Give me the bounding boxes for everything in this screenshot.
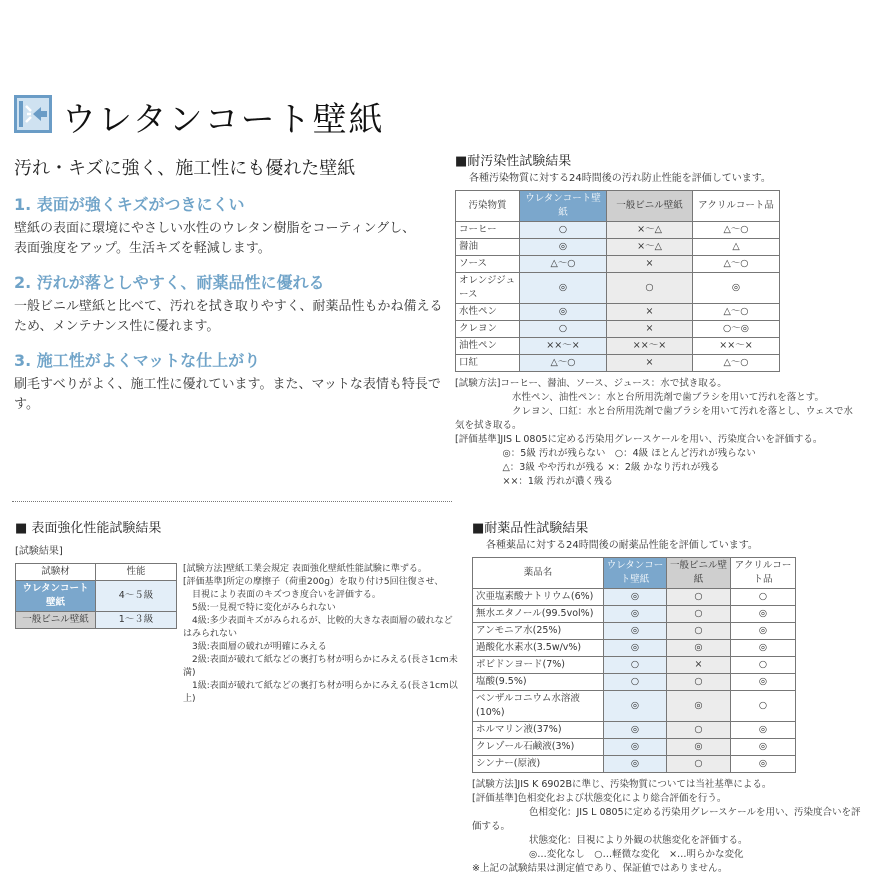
table-cell: ○ [731, 657, 796, 674]
row-label: 過酸化水素水(3.5w/v%) [473, 640, 604, 657]
table-cell: ○ [520, 321, 607, 338]
table-cell: ◎ [731, 674, 796, 691]
chem-notes: [試験方法]JIS K 6902Bに準じ、汚染物質については当社基準による。 [評価基準]色相変化および状態変化により総合評価を行う。 色相変化：JIS L 0805に定める汚染用グレースケールを用い、汚染度合いを評価する。 状態変化：目視により外観の状態変化を評価する。 ◎…変化なし ○…軽微な変化 ×…明らかな変化 ※上記の試験結果は測定値であり、保証値ではありません。 [472, 779, 861, 872]
row-label: 水性ペン [456, 304, 520, 321]
table-cell: ××～× [607, 338, 693, 355]
page-subtitle: 汚れ・キズに強く、施工性にも優れた壁紙 [14, 158, 356, 179]
bottom-row [0, 520, 872, 872]
row-label: ホルマリン液(37%) [473, 722, 604, 739]
page-title: ウレタンコート壁紙 [62, 100, 385, 140]
chem-table [472, 557, 796, 773]
table-cell: ××～× [520, 338, 607, 355]
feature-1-text-1: 壁紙の表面に環境にやさしい水性のウレタン樹脂をコーティングし、 [14, 221, 416, 236]
column-header: ウレタンコート壁紙 [520, 191, 607, 222]
column-header: 一般ビニル壁紙 [667, 558, 731, 589]
row-label: 次亜塩素酸ナトリウム(6%) [473, 589, 604, 606]
table-cell: ○ [607, 273, 693, 304]
feature-2-text-2: ため、メンテナンス性に優れます。 [14, 319, 220, 334]
table-row [456, 355, 780, 372]
table-cell: ○ [604, 674, 667, 691]
table-row [456, 304, 780, 321]
table-cell: ◎ [520, 304, 607, 321]
row-label: コーヒー [456, 222, 520, 239]
table-row [456, 321, 780, 338]
chem-section [472, 520, 867, 872]
row-label: ポビドンヨード(7%) [473, 657, 604, 674]
urethane-coat-logo-icon [14, 95, 52, 133]
surface-table [15, 563, 177, 629]
table-cell: ◎ [604, 722, 667, 739]
table-cell: ◎ [604, 606, 667, 623]
table-cell: × [667, 657, 731, 674]
features-column [14, 153, 444, 415]
row-label: 醤油 [456, 239, 520, 256]
table-row [473, 640, 796, 657]
table-cell: ◎ [731, 756, 796, 773]
row-label: 口紅 [456, 355, 520, 372]
table-row [16, 581, 177, 612]
table-header-row [473, 558, 796, 589]
surface-body [15, 563, 460, 706]
table-cell: ◎ [693, 273, 780, 304]
row-label: クレヨン [456, 321, 520, 338]
table-cell: ○ [731, 691, 796, 722]
table-cell: ○ [731, 589, 796, 606]
surface-notes: [試験方法]壁紙工業会規定 表面強化壁紙性能試験に準ずる。 [評価基準]所定の摩擦子（荷重200g）を取り付け5回往復させ、 目視により表面のキズつき度合いを評価する。 5級:一見視で特に変化がみられない 4級:多少表面キズがみられるが、比較的大きな表面層の破れなどはみられない 3級:表面層の破れが明確にみえる 2級:表面が破れて紙などの裏打ち材が明らかにみえる(長さ1cm未満) 1級:表面が破れて紙などの裏打ち材が明らかにみえる(長さ1cm以上) [183, 564, 458, 704]
table-row [473, 739, 796, 756]
table-cell: ◎ [731, 739, 796, 756]
table-cell: ○ [667, 606, 731, 623]
table-cell: △～○ [693, 222, 780, 239]
stain-notes: [試験方法]コーヒー、醤油、ソース、ジュース：水で拭き取る。 水性ペン、油性ペン：水と台所用洗剤で歯ブラシを用いて汚れを落とす。 クレヨン、口紅：水と台所用洗剤で歯ブラシを用いて汚れを落とし、ウェスで水気を拭き取る。 [評価基準]JIS L 0805に定める汚染用グレースケールを用い、汚染度合いを評価する。 ◎：5級 汚れが残らない ○：4級 ほとんど汚れが残らない △：3級 やや汚れが残る ×：2級 かなり汚れが残る ××：1級 汚れが濃く残る [455, 378, 853, 487]
table-cell: ○ [667, 722, 731, 739]
table-cell: ◎ [731, 606, 796, 623]
column-header: 一般ビニル壁紙 [607, 191, 693, 222]
table-cell: ×～△ [607, 239, 693, 256]
chem-heading: ■耐薬品性試験結果 [472, 521, 589, 536]
table-row [456, 273, 780, 304]
table-cell: ○ [667, 756, 731, 773]
stain-section [455, 153, 860, 489]
table-row [473, 756, 796, 773]
table-cell: 4～５級 [96, 581, 177, 612]
table-cell: ◎ [520, 239, 607, 256]
row-label: 塩酸(9.5%) [473, 674, 604, 691]
table-cell: ◎ [667, 691, 731, 722]
feature-3-body [14, 375, 444, 415]
column-header: アクリルコート品 [693, 191, 780, 222]
table-cell: ◎ [731, 640, 796, 657]
content [0, 153, 872, 872]
table-cell: ◎ [731, 722, 796, 739]
stain-heading: ■耐汚染性試験結果 [455, 154, 572, 169]
feature-2-heading: 2. 汚れが落としやすく、耐薬品性に優れる [14, 273, 325, 292]
feature-2-text-1: 一般ビニル壁紙と比べて、汚れを拭き取りやすく、耐薬品性もかね備える [14, 299, 443, 314]
table-cell: △ [693, 239, 780, 256]
divider [12, 501, 452, 502]
table-cell: ◎ [604, 691, 667, 722]
table-cell: ◎ [604, 756, 667, 773]
feature-2-body [14, 297, 444, 337]
table-row [473, 674, 796, 691]
table-cell: ○ [667, 623, 731, 640]
table-cell: ◎ [731, 623, 796, 640]
table-row [456, 338, 780, 355]
surface-section [15, 520, 460, 706]
table-cell: ×～△ [607, 222, 693, 239]
surface-heading: ■ 表面強化性能試験結果 [15, 521, 162, 536]
surface-label: [試験結果] [15, 546, 63, 557]
table-row [16, 612, 177, 629]
stain-table [455, 190, 780, 372]
row-label: 油性ペン [456, 338, 520, 355]
table-cell: △～○ [693, 355, 780, 372]
table-row [473, 691, 796, 722]
column-header: ウレタンコート壁紙 [604, 558, 667, 589]
chem-subheading: 各種薬品に対する24時間後の耐薬品性能を評価しています。 [486, 540, 758, 551]
table-row [473, 623, 796, 640]
table-header-row [456, 191, 780, 222]
table-cell: △～○ [520, 256, 607, 273]
row-label: ソース [456, 256, 520, 273]
table-cell: △～○ [693, 256, 780, 273]
table-cell: ○～◎ [693, 321, 780, 338]
row-label: アンモニア水(25%) [473, 623, 604, 640]
column-header: 汚染物質 [456, 191, 520, 222]
row-label: シンナー(原液) [473, 756, 604, 773]
table-row [456, 256, 780, 273]
feature-1-heading: 1. 表面が強くキズがつきにくい [14, 195, 245, 214]
table-cell: ××～× [693, 338, 780, 355]
feature-1-text-2: 表面強度をアップ。生活キズを軽減します。 [14, 241, 271, 256]
feature-1-body [14, 219, 444, 259]
table-cell: 1～３級 [96, 612, 177, 629]
top-row [0, 153, 872, 489]
row-label: クレゾール石鹸液(3%) [473, 739, 604, 756]
row-label: 一般ビニル壁紙 [16, 612, 96, 629]
table-cell: ◎ [604, 589, 667, 606]
row-label: 無水エタノール(99.5vol%) [473, 606, 604, 623]
table-cell: ◎ [604, 640, 667, 657]
table-header-row [16, 564, 177, 581]
table-cell: ○ [667, 674, 731, 691]
table-cell: ○ [520, 222, 607, 239]
table-cell: × [607, 256, 693, 273]
column-header: 薬品名 [473, 558, 604, 589]
column-header: 試験材 [16, 564, 96, 581]
table-cell: × [607, 304, 693, 321]
row-label: ベンザルコニウム水溶液(10%) [473, 691, 604, 722]
stain-subheading: 各種汚染物質に対する24時間後の汚れ防止性能を評価しています。 [469, 173, 771, 184]
table-row [473, 589, 796, 606]
table-cell: △～○ [520, 355, 607, 372]
table-row [473, 722, 796, 739]
table-cell: ○ [604, 657, 667, 674]
table-cell: ◎ [667, 739, 731, 756]
table-cell: ○ [667, 589, 731, 606]
feature-3-text-1: 刷毛すべりがよく、施工性に優れています。また、マットな表情も特長です。 [14, 377, 441, 412]
table-cell: ◎ [604, 739, 667, 756]
column-header: 性能 [96, 564, 177, 581]
table-row [473, 606, 796, 623]
table-cell: ◎ [520, 273, 607, 304]
table-cell: × [607, 321, 693, 338]
table-row [473, 657, 796, 674]
row-label: オレンジジュース [456, 273, 520, 304]
table-cell: ◎ [604, 623, 667, 640]
table-cell: ◎ [667, 640, 731, 657]
table-cell: × [607, 355, 693, 372]
row-label: ウレタンコート壁紙 [16, 581, 96, 612]
table-row [456, 222, 780, 239]
table-row [456, 239, 780, 256]
table-cell: △～○ [693, 304, 780, 321]
column-header: アクリルコート品 [731, 558, 796, 589]
feature-3-heading: 3. 施工性がよくマットな仕上がり [14, 351, 261, 370]
